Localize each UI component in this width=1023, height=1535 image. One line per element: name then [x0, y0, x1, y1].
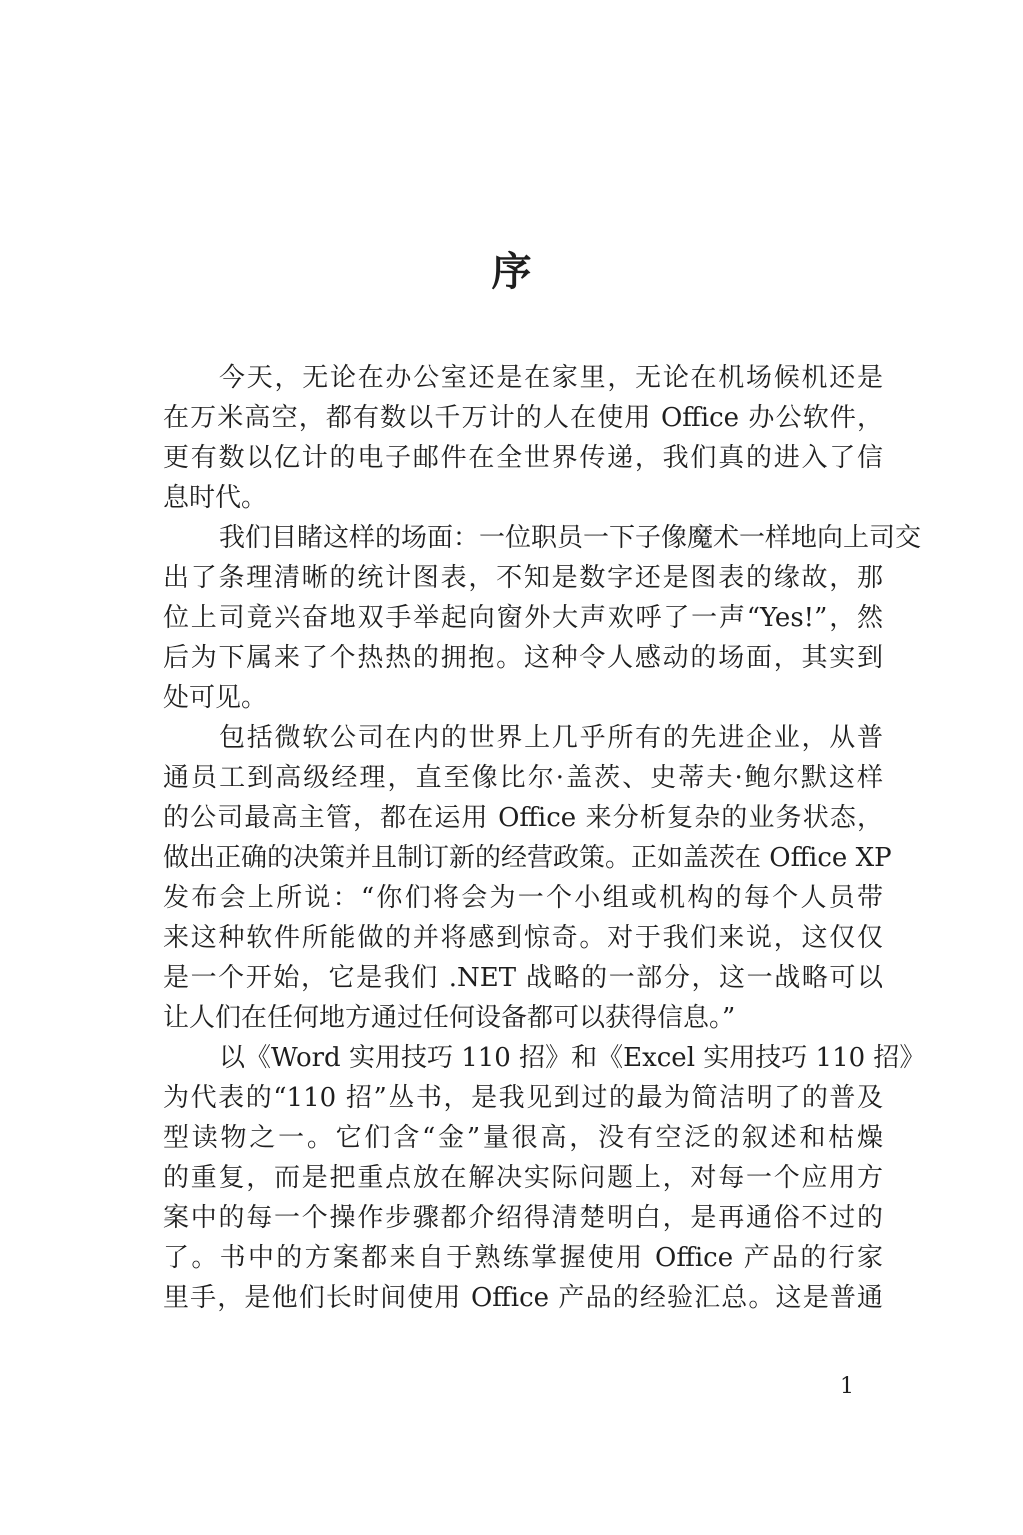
- text-line: 出了条理清晰的统计图表，不知是数字还是图表的缘故，那: [163, 563, 883, 593]
- text-line: 里手，是他们长时间使用 Office 产品的经验汇总。这是普通: [163, 1283, 883, 1313]
- text-line: 来这种软件所能做的并将感到惊奇。对于我们来说，这仅仅: [163, 923, 883, 953]
- text-line: 后为下属来了个热热的拥抱。这种令人感动的场面，其实到: [163, 643, 883, 673]
- text-line: 我们目睹这样的场面：一位职员一下子像魔术一样地向上司交: [219, 523, 922, 553]
- paragraph: [163, 718, 892, 1038]
- paragraph: [163, 518, 922, 718]
- text-line: 发布会上所说：“你们将会为一个小组或机构的每个人员带: [163, 883, 883, 913]
- text-line: 的公司最高主管，都在运用 Office 来分析复杂的业务状态，: [163, 803, 883, 833]
- text-line: 让人们在任何地方通过任何设备都可以获得信息。”: [163, 1003, 736, 1033]
- text-line: 以《Word 实用技巧 110 招》和《Excel 实用技巧 110 招》: [219, 1043, 926, 1073]
- text-line: 在万米高空，都有数以千万计的人在使用 Office 办公软件，: [163, 403, 883, 433]
- text-line: 处可见。: [163, 683, 268, 713]
- text-line: 包括微软公司在内的世界上几乎所有的先进企业，从普: [219, 723, 883, 753]
- text-line: 更有数以亿计的电子邮件在全世界传递，我们真的进入了信: [163, 443, 883, 473]
- text-line: 案中的每一个操作步骤都介绍得清楚明白，是再通俗不过的: [163, 1203, 883, 1233]
- text-line: 位上司竟兴奋地双手举起向窗外大声欢呼了一声“Yes!”，然: [163, 603, 883, 633]
- text-line: 今天，无论在办公室还是在家里，无论在机场候机还是: [219, 363, 883, 393]
- text-line: 型读物之一。它们含“金”量很高，没有空泛的叙述和枯燥: [163, 1123, 883, 1153]
- text-line: 通员工到高级经理，直至像比尔·盖茨、史蒂夫·鲍尔默这样: [163, 763, 883, 793]
- body-text: [163, 358, 926, 1318]
- text-line: 为代表的“110 招”丛书，是我见到过的最为简洁明了的普及: [163, 1083, 883, 1113]
- text-line: 是一个开始，它是我们 .NET 战略的一部分，这一战略可以: [163, 963, 883, 993]
- page-number: 1: [840, 1374, 854, 1399]
- text-line: 的重复，而是把重点放在解决实际问题上，对每一个应用方: [163, 1163, 883, 1193]
- paragraph: [163, 358, 883, 518]
- text-line: 息时代。: [163, 483, 268, 513]
- text-line: 做出正确的决策并且制订新的经营政策。正如盖茨在 Office XP: [163, 843, 892, 873]
- page-title: 序: [491, 248, 532, 295]
- text-line: 了。书中的方案都来自于熟练掌握使用 Office 产品的行家: [163, 1243, 883, 1273]
- paragraph: [163, 1038, 926, 1318]
